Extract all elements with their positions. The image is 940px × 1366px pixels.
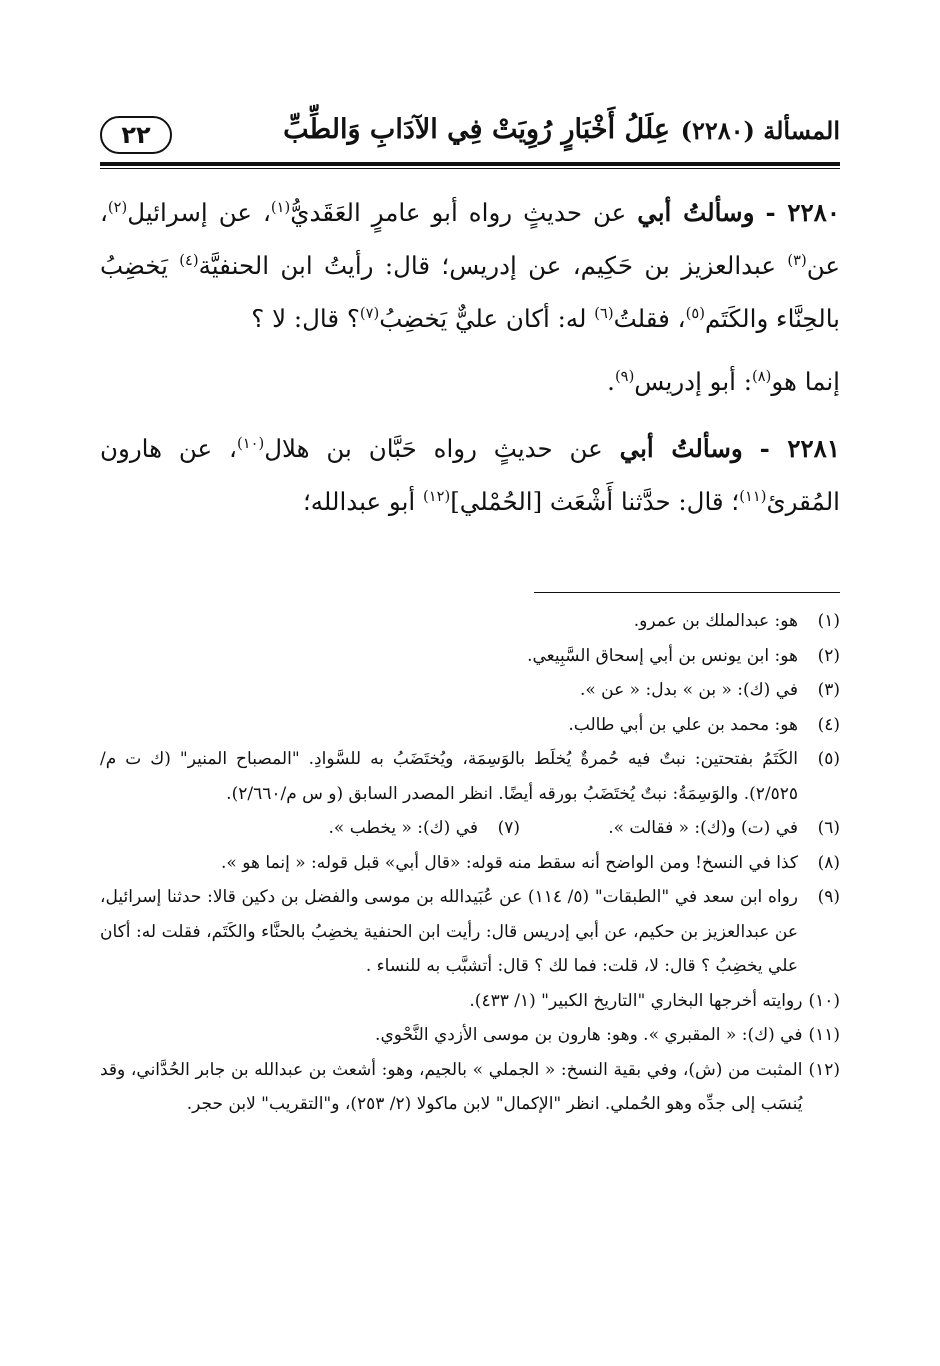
footnote-ref: (٣) [787, 251, 807, 269]
text-segment: : أبو إدريس [634, 367, 753, 396]
footnote-number: (٢) [817, 645, 840, 666]
question-number: ٢٢٨٠ - [765, 198, 840, 227]
text-segment: . [607, 367, 615, 396]
footnote-ref: (١٠) [236, 434, 265, 452]
footnote-text: في (ك): « المقبري ». وهو: هارون بن موسى الأزدي النَّحْوي. [375, 1025, 803, 1045]
text-segment: ؛ قال: حدَّثنا أَشْعَث [الحُمْلي] [450, 487, 740, 516]
footnote-ref: (١١) [739, 487, 767, 505]
footnote-3 [100, 673, 840, 708]
text-segment: عن حديثٍ رواه حَبَّان بن هلال [264, 434, 620, 463]
footnote-number: (٣) [817, 680, 840, 700]
footnote-number: (١٠) [808, 990, 840, 1011]
footnote-text: الكَتَمُ بفتحتين: نبتٌ فيه حُمرةٌ يُخلَط بالوَسِمَة، ويُختَضَبُ به للسَّوادِ. "المصباح المنير" (ك ت م/٢/٥٢٥). والوَسِمَةُ: نبتٌ يُختَضَبُ بورقه أيضًا. انظر المصدر السابق (و س م/٢/٦٦٠). [100, 749, 798, 804]
footnote-number: (٦) [817, 818, 840, 838]
footnote-number: (٨) [817, 852, 840, 873]
footnote-text: في (ك): « يخطب ». [328, 818, 478, 838]
footnote-ref: (٥) [685, 304, 705, 322]
book-title: عِلَلُ أَخْبَارٍ رُوِيَتْ فِي الآدَابِ وَالطِّبِّ [283, 114, 670, 145]
footnote-ref: (٤) [179, 251, 199, 269]
text-segment: إنما هو [771, 367, 840, 396]
footnote-6 [520, 811, 840, 846]
footnote-ref: (١) [270, 198, 291, 216]
footnote-ref: (٩) [614, 367, 635, 385]
header-rule-thick [100, 162, 840, 166]
question-lead: وسألتُ أبي [619, 434, 743, 463]
footnote-number: (٩) [817, 887, 840, 907]
main-text [100, 186, 840, 528]
footnote-number: (١١) [808, 1025, 840, 1045]
footnote-8 [100, 846, 840, 881]
footnote-text: في (ت) و(ك): « فقالت ». [608, 818, 798, 838]
footnote-4 [100, 708, 840, 743]
footnote-text: هو: عبدالملك بن عمرو. [633, 611, 798, 631]
text-segment: ، عن هارون المُقرئ [100, 434, 840, 516]
text-segment: ، عن [100, 198, 840, 280]
footnote-10 [100, 984, 840, 1019]
footnote-text: هو: ابن يونس بن أبي إسحاق السَّبِيعي. [527, 645, 798, 666]
footnote-ref: (١٢) [423, 487, 451, 505]
footnote-text: في (ك): « بن » بدل: « عن ». [579, 680, 798, 700]
text-segment: ، فقلتُ [613, 304, 686, 333]
question-2281 [100, 422, 840, 528]
footnote-text: هو: محمد بن علي بن أبي طالب. [568, 714, 798, 735]
question-lead: وسألتُ أبي [637, 198, 755, 227]
text-segment: ، عن إسرائيل [127, 198, 271, 227]
answer-paragraph [100, 355, 840, 408]
header-rule-thin [100, 168, 840, 169]
footnote-separator [534, 592, 840, 593]
footnote-text: المثبت من (ش)، وفي بقية النسخ: « الجملي » بالجيم، وهو: أشعث بن عبدالله بن جابر الحُدَّاني، وقد يُنسَب إلى جدِّه وهو الحُملي. انظر "الإكمال" لابن ماكولا (٢/ ٢٥٣)، و"التقريب" لابن حجر. [100, 1059, 803, 1114]
footnote-number: (٧) [497, 818, 520, 838]
footnote-text: رواه ابن سعد في "الطبقات" (٥/ ١١٤) عن عُبَيدالله بن موسى والفضل بن دكين قالا: حدثنا إسرائيل، عن عبدالعزيز بن حكيم، عن أبي إدريس قال: رأيت ابن الحنفية يخضِبُ بالحنَّاء والكَتَم، فقلت له: أكان علي يخضِبُ ؟ قال: لا، قلت: فما لك ؟ قال: أتشبَّب به للنساء . [100, 887, 798, 976]
footnote-row-6-7 [100, 811, 840, 846]
footnote-ref: (٧) [359, 304, 380, 322]
footnote-2 [100, 639, 840, 674]
text-segment: ؟ قال: لا ؟ [251, 304, 360, 333]
text-segment: عبدالعزيز بن حَكِيم، عن إدريس؛ قال: رأيتُ ابن الحنفيَّة [198, 251, 788, 280]
text-segment: أبو عبدالله؛ [302, 487, 423, 516]
text-segment: عن حديثٍ رواه أبو عامرٍ العَقَديُّ [290, 198, 638, 227]
footnotes [100, 604, 840, 1122]
footnote-number: (٥) [817, 749, 840, 769]
issue-title: المسألة (٢٢٨٠) [680, 116, 840, 145]
question-2280 [100, 186, 840, 345]
footnote-ref: (٦) [594, 304, 614, 322]
footnote-7 [329, 811, 520, 846]
footnote-number: (١٢) [808, 1059, 840, 1080]
text-segment: له: أكان عليٌّ يَخضِبُ [379, 304, 595, 333]
footnote-1 [100, 604, 840, 639]
running-header [100, 108, 840, 160]
footnote-11 [100, 1018, 840, 1053]
page-number: ٢٢ [100, 116, 172, 154]
footnote-number: (٤) [817, 714, 840, 735]
footnote-12 [100, 1053, 840, 1122]
footnote-9 [100, 880, 840, 984]
question-number: ٢٢٨١ - [759, 434, 840, 463]
text-segment: يَخضِبُ بالحِنَّاء والكَتَم [100, 251, 840, 333]
footnote-ref: (٨) [752, 367, 772, 385]
footnote-number: (١) [817, 611, 840, 631]
footnote-5 [100, 742, 840, 811]
footnote-text: روايته أخرجها البخاري "التاريخ الكبير" (١/ ٤٣٣). [469, 990, 803, 1011]
footnote-text: كذا في النسخ! ومن الواضح أنه سقط منه قوله: «قال أبي» قبل قوله: « إنما هو ». [221, 852, 798, 873]
footnote-ref: (٢) [107, 198, 128, 216]
